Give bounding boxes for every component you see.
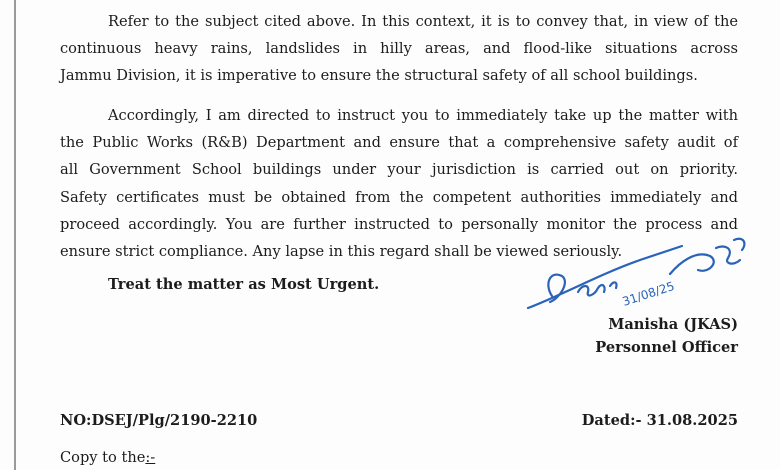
paragraph-line: Refer to the subject cited above. In this context, it is to convey that, in view of the <box>108 13 738 30</box>
paragraph-line: Accordingly, I am directed to instruct you to immediately take up the matter with <box>108 107 738 124</box>
paragraph-intro <box>60 8 738 90</box>
urgent-note: Treat the matter as Most Urgent. <box>108 276 380 293</box>
copy-to-suffix: :- <box>145 449 156 466</box>
paragraph-line: ensure strict compliance. Any lapse in this regard shall be viewed seriously. <box>60 243 623 261</box>
signature-date: 31/08/25 <box>620 278 677 309</box>
page-edge-line <box>14 0 16 470</box>
paragraph-line: continuous heavy rains, landslides in hilly areas, and flood-like situations across <box>60 40 738 58</box>
reference-number: NO:DSEJ/Plg/2190-2210 <box>60 412 258 429</box>
signatory-name: Manisha (JKAS) <box>608 316 738 333</box>
copy-to-label: Copy to the <box>60 449 146 466</box>
paragraph-line: all Government School buildings under your jurisdiction is carried out on priority. <box>60 161 738 179</box>
paragraph-line: the Public Works (R&B) Department and ensure that a comprehensive safety audit of <box>60 134 738 152</box>
paragraph-line: Jammu Division, it is imperative to ensure the structural safety of all school buildings. <box>60 67 698 85</box>
date-line: Dated:- 31.08.2025 <box>581 412 738 429</box>
signatory-designation: Personnel Officer <box>595 339 738 356</box>
paragraph-line: Safety certificates must be obtained from the competent authorities immediately and <box>60 188 738 206</box>
handwritten-signature <box>520 226 770 336</box>
copy-to-line <box>60 449 155 466</box>
paragraph-line: proceed accordingly. You are further instructed to personally monitor the process and <box>60 215 738 233</box>
